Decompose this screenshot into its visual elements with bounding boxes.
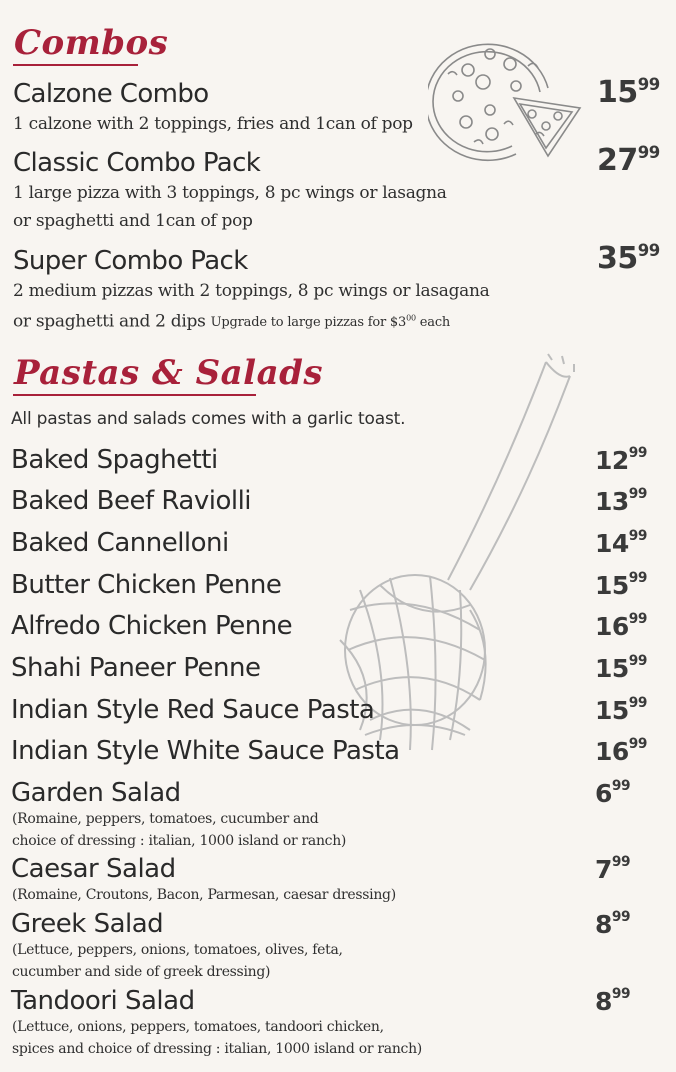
- menu-item-description: (Romaine, peppers, tomatoes, cucumber and: [12, 811, 319, 827]
- combo-desc-super-line2-text: or spaghetti and 2 dips: [13, 311, 206, 332]
- menu-item-price: $16^{99}$: [595, 736, 647, 766]
- combo-desc-super-line1: 2 medium pizzas with 2 toppings, 8 pc wings or lasagana: [13, 281, 490, 301]
- menu-item-price: $8^{99}$: [595, 986, 631, 1016]
- menu-item-name: Butter Chicken Penne: [11, 570, 282, 600]
- menu-item-name: Indian Style White Sauce Pasta: [11, 736, 400, 766]
- combo-desc-calzone: 1 calzone with 2 toppings, fries and 1can of pop: [13, 114, 413, 134]
- menu-item-name: Baked Beef Raviolli: [11, 486, 252, 516]
- pizza-sketch-icon: [428, 30, 588, 170]
- menu-item-name: Baked Cannelloni: [11, 528, 229, 558]
- menu-item-price: $16^{99}$: [595, 611, 647, 641]
- combo-price-super: $35^{99}$: [597, 241, 660, 276]
- combo-desc-classic-line1: 1 large pizza with 3 toppings, 8 pc wings or lasagna: [13, 183, 447, 203]
- combo-name-calzone: Calzone Combo: [13, 79, 209, 109]
- combo-name-classic: Classic Combo Pack: [13, 148, 261, 178]
- menu-item-price: $15^{99}$: [595, 570, 647, 600]
- menu-item-price: $13^{99}$: [595, 486, 647, 516]
- menu-item-price: $15^{99}$: [595, 653, 647, 683]
- combos-title-underline: [13, 64, 138, 66]
- menu-item-price: $7^{99}$: [595, 854, 631, 884]
- menu-item-price: $6^{99}$: [595, 778, 631, 808]
- menu-item-description: spices and choice of dressing : italian, 1000 island or ranch): [12, 1041, 422, 1057]
- menu-item-price: $14^{99}$: [595, 528, 647, 558]
- menu-item-name: Tandoori Salad: [11, 986, 195, 1016]
- menu-item-price: $12^{99}$: [595, 445, 647, 475]
- menu-item-description: (Lettuce, onions, peppers, tomatoes, tandoori chicken,: [12, 1019, 384, 1035]
- combo-desc-super-line2: [13, 305, 450, 337]
- menu-item-name: Caesar Salad: [11, 854, 176, 884]
- menu-item-price: $15^{99}$: [595, 695, 647, 725]
- menu-item-price: $8^{99}$: [595, 909, 631, 939]
- combo-name-super: Super Combo Pack: [13, 246, 248, 276]
- menu-item-name: Greek Salad: [11, 909, 164, 939]
- combos-title: Combos: [14, 23, 169, 63]
- combo-desc-classic-line2: or spaghetti and 1can of pop: [13, 211, 253, 231]
- menu-item-name: Indian Style Red Sauce Pasta: [11, 695, 375, 725]
- menu-item-name: Garden Salad: [11, 778, 181, 808]
- menu-item-description: choice of dressing : italian, 1000 island or ranch): [12, 833, 347, 849]
- menu-item-name: Baked Spaghetti: [11, 445, 218, 475]
- menu-item-description: (Lettuce, peppers, onions, tomatoes, olives, feta,: [12, 942, 343, 958]
- pastas-title: Pastas & Salads: [14, 353, 324, 393]
- menu-item-name: Alfredo Chicken Penne: [11, 611, 293, 641]
- menu-item-name: Shahi Paneer Penne: [11, 653, 261, 683]
- pastas-intro: All pastas and salads comes with a garlic toast.: [11, 409, 406, 429]
- combo-upgrade-note: Upgrade to large pizzas for $\$3^{00}$ each: [210, 314, 451, 331]
- combo-price-classic: $27^{99}$: [597, 143, 660, 178]
- pastas-title-underline: [13, 394, 256, 396]
- combo-price-calzone: $15^{99}$: [597, 75, 660, 110]
- menu-item-description: (Romaine, Croutons, Bacon, Parmesan, caesar dressing): [12, 887, 396, 903]
- menu-item-description: cucumber and side of greek dressing): [12, 964, 271, 980]
